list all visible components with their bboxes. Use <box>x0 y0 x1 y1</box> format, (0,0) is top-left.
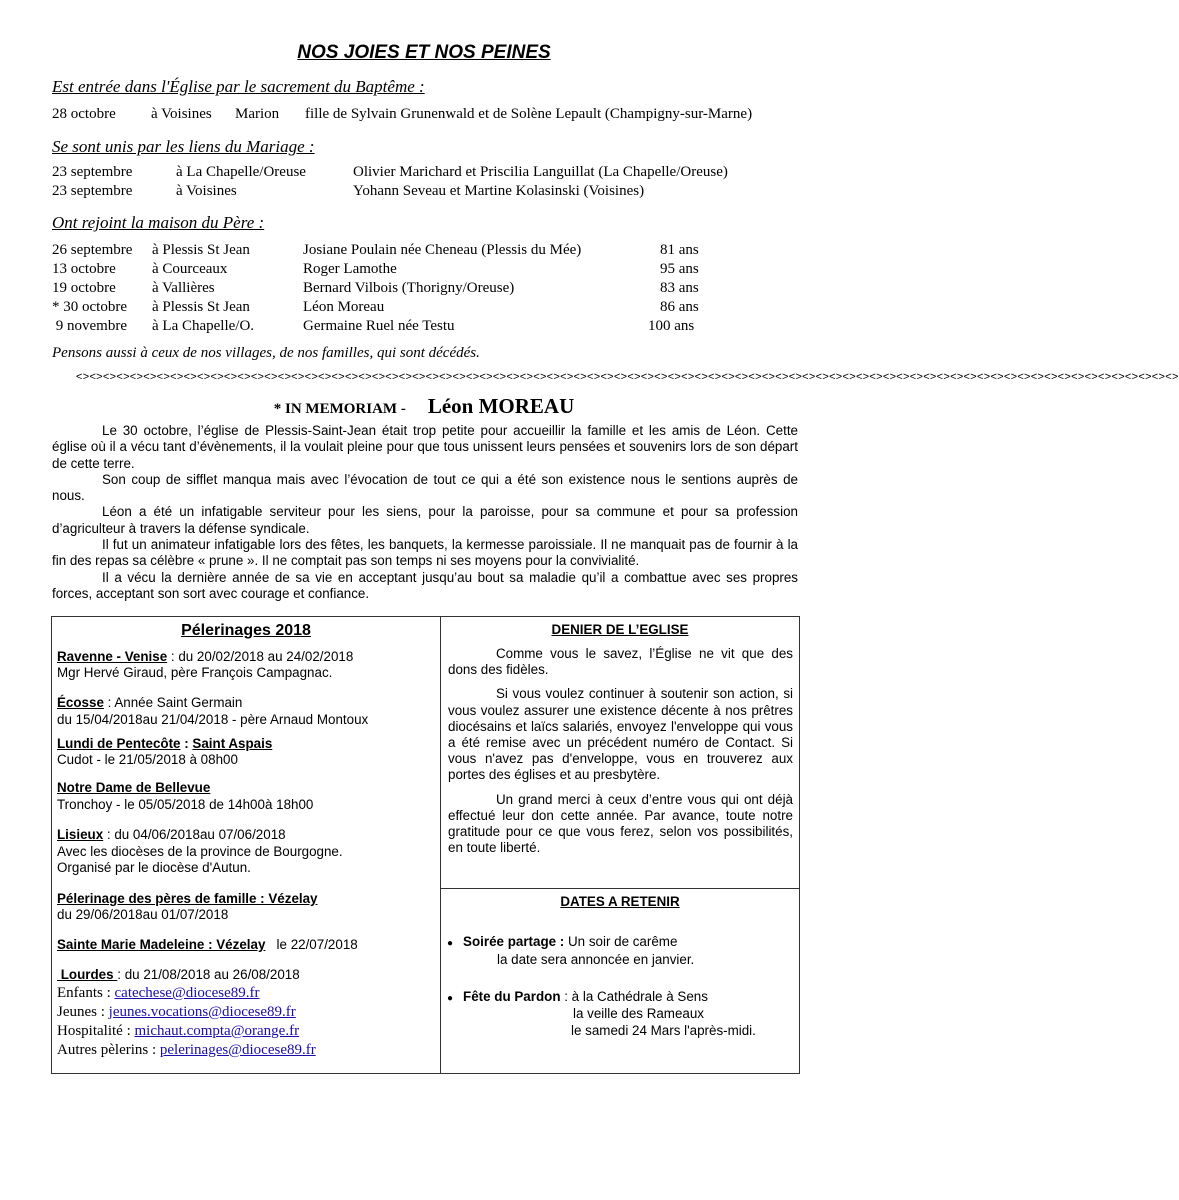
deces-place: à Plessis St Jean <box>152 242 250 258</box>
madeleine-dates: le 22/07/2018 <box>265 937 358 952</box>
bapteme-details: fille de Sylvain Grunenwald et de Solène Lepault (Champigny-sur-Marne) <box>305 106 753 122</box>
memoriam-name: Léon MOREAU <box>427 394 575 418</box>
info-box <box>51 616 800 1074</box>
ravenne-line2: Mgr Hervé Giraud, père François Campagnac. <box>57 665 333 680</box>
mariage-date: 23 septembre <box>52 164 133 180</box>
bapteme-heading: Est entrée dans l'Église par le sacrement du Baptême : <box>52 77 425 96</box>
lourdes-dates: : du 21/08/2018 au 26/08/2018 <box>117 967 300 982</box>
pardon-text: : à la Cathédrale à Sens <box>560 989 708 1004</box>
pardon-label: Fête du Pardon <box>463 989 561 1004</box>
pardon-line3: le samedi 24 Mars l'après-midi. <box>571 1023 756 1038</box>
deces-date: 19 octobre <box>52 280 116 296</box>
pentecote-sep: : <box>180 736 193 751</box>
memoriam-title <box>0 394 848 419</box>
deces-place: à Vallières <box>152 280 215 296</box>
mariage-heading: Se sont unis par les liens du Mariage : <box>52 137 315 156</box>
contact-label: Jeunes : <box>57 1004 109 1020</box>
deces-name: Bernard Vilbois (Thorigny/Oreuse) <box>303 280 515 296</box>
memoriam-prefix: * IN MEMORIAM - <box>273 401 406 417</box>
dates-item-soiree <box>447 934 677 949</box>
pentecote-line <box>57 736 272 752</box>
bapteme-name: Marion <box>235 106 280 122</box>
deces-age: 86 ans <box>660 299 699 315</box>
pelerinages-title: Pélerinages 2018 <box>181 622 311 639</box>
denier-paragraph: Si vous voulez continuer à soutenir son action, si vous voulez assurer une existence décente à nos prêtres diocésains et laïcs salariés, envoyez l'enveloppe qui vous a été remise avec un précédent numéro de Contact. Si vous n'avez pas d'enveloppe, vous en trouverez aux portes des églises et au presbytère. <box>448 686 793 783</box>
deces-age: 83 ans <box>660 280 699 296</box>
denier-text <box>448 646 793 864</box>
memoriam-paragraph: Il a vécu la dernière année de sa vie en acceptant jusqu’au bout sa maladie qu’il a combattue avec ses propres forces, acceptant son sort avec courage et confiance. <box>52 569 798 601</box>
lisieux-line3: Organisé par le diocèse d'Autun. <box>57 860 251 875</box>
bapteme-place: à Voisines <box>151 106 212 122</box>
lisieux-dates: : du 04/06/2018au 07/06/2018 <box>103 827 286 842</box>
deces-date: 13 octobre <box>52 261 116 277</box>
email-link[interactable]: pelerinages@diocese89.fr <box>159 1042 316 1058</box>
peres-place: Pélerinage des pères de famille : Vézelay <box>57 891 318 906</box>
peres-line <box>57 891 318 907</box>
page-title: NOS JOIES ET NOS PEINES <box>297 42 551 63</box>
mariage-names: Olivier Marichard et Priscilia Languillat (La Chapelle/Oreuse) <box>353 164 728 180</box>
email-link[interactable]: michaut.compta@orange.fr <box>134 1023 300 1039</box>
bellevue-place: Notre Dame de Bellevue <box>57 780 211 795</box>
dates-item-pardon <box>447 989 708 1004</box>
madeleine-line <box>57 937 358 953</box>
dates-title: DATES A RETENIR <box>560 894 680 909</box>
memoriam-paragraph: Son coup de sifflet manqua mais avec l’évocation de tout ce qui a été son existence nous le sentions auprès de nous. <box>52 471 798 504</box>
bellevue-line <box>57 780 210 796</box>
soiree-label: Soirée partage : <box>463 934 565 949</box>
contact-enfants <box>57 985 259 1002</box>
ecosse-text: : Année Saint Germain <box>103 695 243 710</box>
deces-date: * 30 octobre <box>52 299 127 315</box>
pelerinages-panel <box>52 617 441 1073</box>
memoriam-paragraph: Léon a été un infatigable serviteur pour les siens, pour la paroisse, pour sa commune et pour sa profession d’agriculteur à travers la défense syndicale. <box>52 504 798 536</box>
denier-panel <box>441 617 799 889</box>
contact-label: Autres pèlerins : <box>57 1042 160 1058</box>
contact-hospitalite <box>57 1023 299 1040</box>
deces-name: Josiane Poulain née Cheneau (Plessis du Mée) <box>303 242 582 258</box>
lisieux-place: Lisieux <box>57 827 104 842</box>
ravenne-place: Ravenne - Venise <box>57 649 168 664</box>
memoriam-text <box>52 423 798 602</box>
peres-line2: du 29/06/2018au 01/07/2018 <box>57 907 229 922</box>
lisieux-line <box>57 827 286 843</box>
mariage-date: 23 septembre <box>52 183 133 199</box>
deces-place: à La Chapelle/O. <box>152 318 255 334</box>
separator: <><><><><><><><><><><><><><><><><><><><><><><><><><><><><><><><><><><><><><><><><><><><><><><><><><><><><><><><><><><><><><><><><><><><><><><><><><><><><><><><><><> <box>76 371 1179 383</box>
deces-date: 26 septembre <box>52 242 133 258</box>
soiree-text: Un soir de carême <box>564 934 678 949</box>
deces-age: 95 ans <box>660 261 699 277</box>
mariage-place: à Voisines <box>176 183 237 199</box>
lisieux-line2: Avec les diocèses de la province de Bourgogne. <box>57 844 343 859</box>
denier-paragraph: Comme vous le savez, l’Église ne vit que des dons des fidèles. <box>448 646 793 678</box>
contact-jeunes <box>57 1004 296 1021</box>
dates-panel <box>441 889 799 1073</box>
email-link[interactable]: catechese@diocese89.fr <box>114 985 260 1001</box>
memoriam-paragraph: Le 30 octobre, l’église de Plessis-Saint-Jean était trop petite pour accueillir la famille et les amis de Léon. Cette église où il a vécu tant d’évènements, il la voulait pleine pour que tous unissent leurs pensées et souvenirs lors de son départ de cette terre. <box>52 423 798 471</box>
pentecote-line2: Cudot - le 21/05/2018 à 08h00 <box>57 752 238 767</box>
denier-paragraph: Un grand merci à ceux d’entre vous qui ont déjà effectué leur don cette année. Par avance, toute notre gratitude pour ce que vous ferez, selon vos possibilités, en toute liberté. <box>448 791 793 856</box>
deces-date: 9 novembre <box>52 318 127 334</box>
deces-name: Léon Moreau <box>303 299 385 315</box>
ecosse-line2: du 15/04/2018au 21/04/2018 - père Arnaud Montoux <box>57 712 369 727</box>
bullet-icon: ● <box>447 993 454 1004</box>
pardon-line2: la veille des Rameaux <box>573 1006 704 1021</box>
bullet-icon: ● <box>447 938 454 949</box>
memoriam-paragraph: Il fut un animateur infatigable lors des fêtes, les banquets, la kermesse paroissiale. Il ne manquait pas de fournir à la fin des repas sa célèbre « prune ». Il ne comptait pas son temps ni ses moyens pour la convivialité. <box>52 537 798 569</box>
contact-label: Enfants : <box>57 985 115 1001</box>
bapteme-date: 28 octobre <box>52 106 116 122</box>
soiree-line2: la date sera annoncée en janvier. <box>497 952 695 967</box>
lourdes-line <box>57 967 300 983</box>
pentecote-place: Lundi de Pentecôte <box>57 736 181 751</box>
deces-place: à Plessis St Jean <box>152 299 250 315</box>
deces-name: Germaine Ruel née Testu <box>303 318 455 334</box>
deces-place: à Courceaux <box>152 261 228 277</box>
madeleine-place: Sainte Marie Madeleine : Vézelay <box>57 937 266 952</box>
ecosse-line <box>57 695 242 711</box>
deces-closing: Pensons aussi à ceux de nos villages, de nos familles, qui sont décédés. <box>52 345 480 361</box>
contact-autres <box>57 1042 316 1059</box>
mariage-place: à La Chapelle/Oreuse <box>176 164 306 180</box>
deces-name: Roger Lamothe <box>303 261 397 277</box>
denier-title: DENIER DE L’EGLISE <box>551 622 689 637</box>
pentecote-place2: Saint Aspais <box>192 736 273 751</box>
ecosse-place: Écosse <box>57 695 104 710</box>
contact-label: Hospitalité : <box>57 1023 135 1039</box>
bellevue-line2: Tronchoy - le 05/05/2018 de 14h00à 18h00 <box>57 797 314 812</box>
ravenne-line <box>57 649 353 665</box>
email-link[interactable]: jeunes.vocations@diocese89.fr <box>108 1004 296 1020</box>
deces-heading: Ont rejoint la maison du Père : <box>52 213 265 232</box>
mariage-names: Yohann Seveau et Martine Kolasinski (Voisines) <box>353 183 645 199</box>
deces-age: 100 ans <box>648 318 695 334</box>
deces-age: 81 ans <box>660 242 699 258</box>
lourdes-place: Lourdes <box>57 967 118 982</box>
ravenne-dates: : du 20/02/2018 au 24/02/2018 <box>167 649 354 664</box>
